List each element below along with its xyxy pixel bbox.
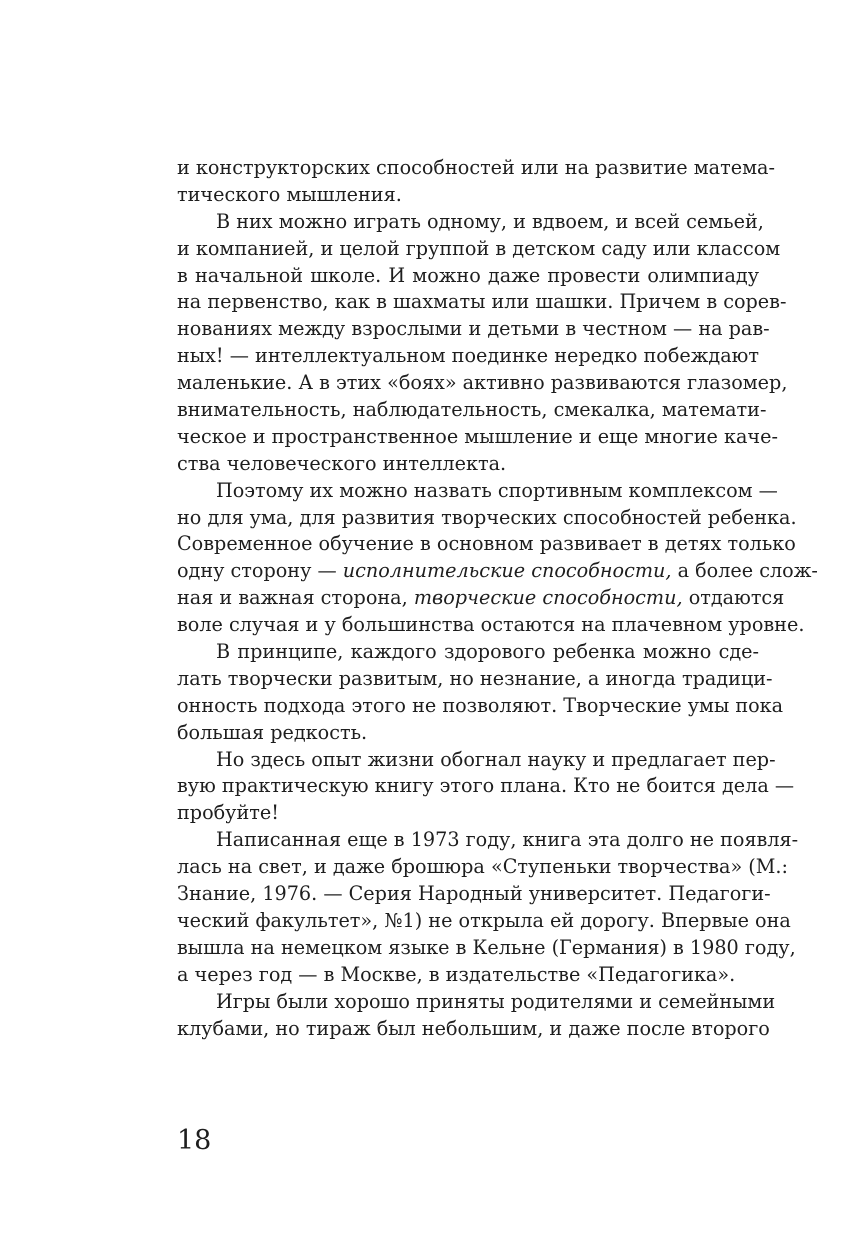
text-line: пробуйте! xyxy=(177,801,279,825)
page-number: 18 xyxy=(177,1125,212,1156)
text-line: В принципе, каждого здорового ребенка можно сде- xyxy=(216,640,759,664)
text-line: большая редкость. xyxy=(177,720,368,744)
text-line: Написанная еще в 1973 году, книга эта долго не появля- xyxy=(216,828,799,852)
body-text xyxy=(177,155,818,1042)
text-segment: ная и важная сторона, xyxy=(177,586,414,610)
text-line: В них можно играть одному, и вдвоем, и всей семьей, xyxy=(216,209,764,233)
italic-term: творческие способности, xyxy=(413,586,683,610)
text-line: ческое и пространственное мышление и еще многие каче- xyxy=(177,424,778,448)
text-line: но для ума, для развития творческих способностей ребенка. xyxy=(177,505,797,529)
text-line: Поэтому их можно назвать спортивным комплексом — xyxy=(216,478,778,502)
text-line: лась на свет, и даже брошюра «Ступеньки творчества» (М.: xyxy=(177,855,788,879)
text-line: Игры были хорошо приняты родителями и семейными xyxy=(216,989,776,1013)
text-line: на первенство, как в шахматы или шашки. Причем в сорев- xyxy=(177,290,787,314)
text-line: вую практическую книгу этого плана. Кто не боится дела — xyxy=(177,774,795,798)
text-line: воле случая и у большинства остаются на плачевном уровне. xyxy=(177,613,805,637)
text-line: Но здесь опыт жизни обогнал науку и предлагает пер- xyxy=(216,747,776,771)
text-line: в начальной школе. И можно даже провести олимпиаду xyxy=(177,263,759,287)
text-line: вышла на немецком языке в Кельне (Германия) в 1980 году, xyxy=(177,935,796,959)
text-line: и конструкторских способностей или на развитие матема- xyxy=(177,156,775,179)
text-segment: одну сторону — xyxy=(177,559,343,583)
text-segment: а более слож- xyxy=(671,559,818,583)
text-line xyxy=(177,585,785,612)
text-line: а через год — в Москве, в издательстве «Педагогика». xyxy=(177,962,736,986)
text-line: клубами, но тираж был небольшим, и даже после второго xyxy=(177,1016,770,1040)
text-line: внимательность, наблюдательность, смекалка, математи- xyxy=(177,398,767,422)
text-line: Знание, 1976. — Серия Народный университет. Педагоги- xyxy=(177,882,771,906)
text-line: лать творчески развитым, но незнание, а иногда традици- xyxy=(177,666,773,690)
text-line: онность подхода этого не позволяют. Творческие умы пока xyxy=(177,693,784,717)
text-line: ных! — интеллектуальном поединке нередко побеждают xyxy=(177,344,759,368)
text-segment: отдаются xyxy=(682,586,785,610)
text-line xyxy=(177,558,818,585)
text-line: Современное обучение в основном развивает в детях только xyxy=(177,532,796,556)
text-line: и компанией, и целой группой в детском саду или классом xyxy=(177,236,781,260)
text-line: ческий факультет», №1) не открыла ей дорогу. Впервые она xyxy=(177,908,791,932)
text-line: нованиях между взрослыми и детьми в честном — на рав- xyxy=(177,317,770,341)
text-line: маленькие. А в этих «боях» активно развиваются глазомер, xyxy=(177,371,788,395)
italic-term: исполнительские способности, xyxy=(342,559,672,583)
text-line: тического мышления. xyxy=(177,182,402,206)
text-line: ства человеческого интеллекта. xyxy=(177,451,507,475)
